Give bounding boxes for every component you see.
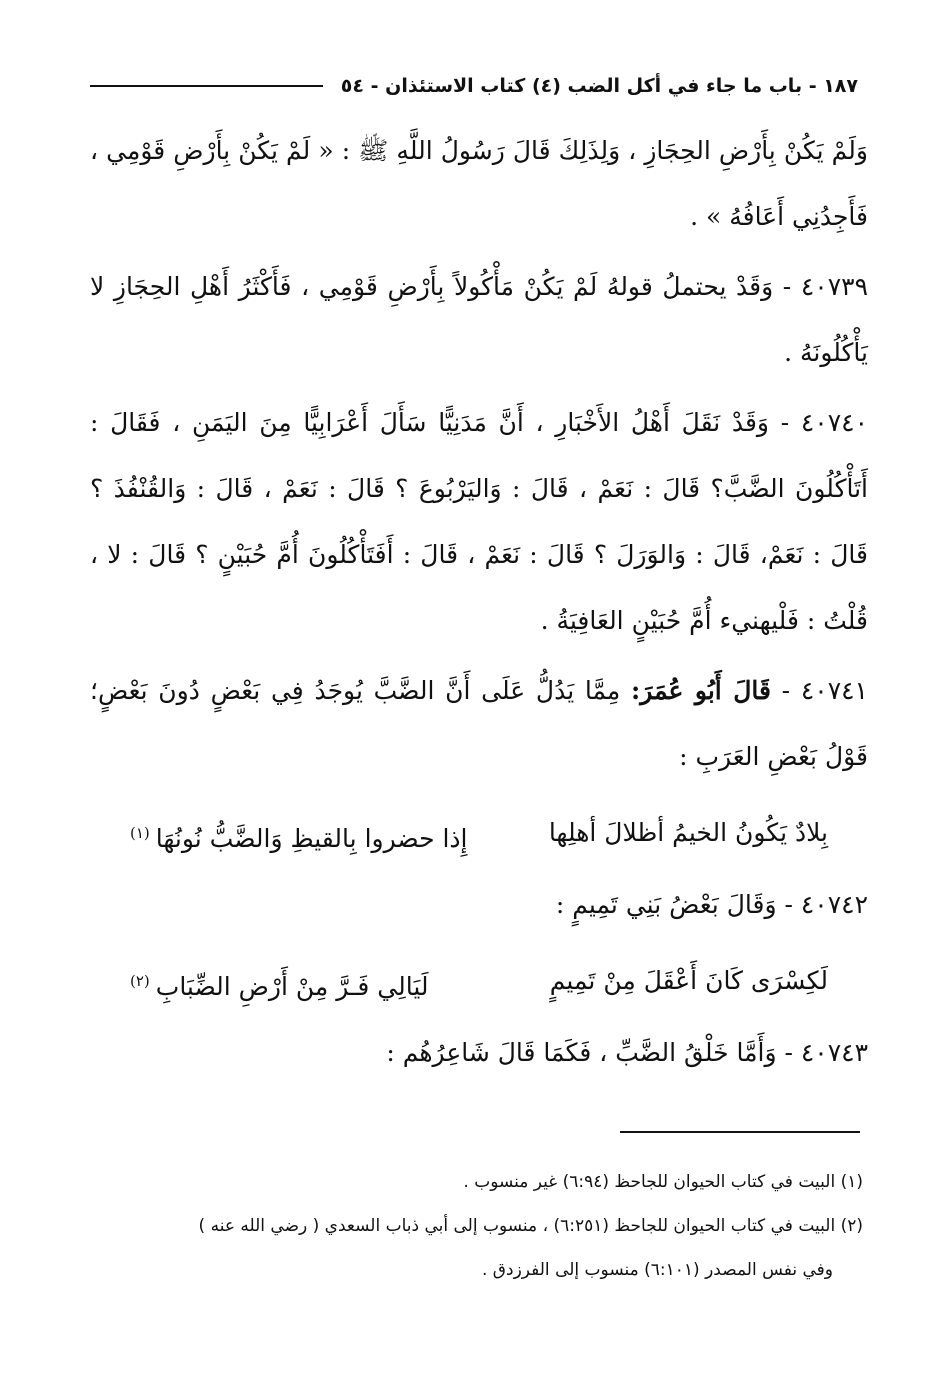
paragraph-40740: ٤٠٧٤٠ - وَقَدْ نَقَلَ أَهْلُ الأَخْبَارِ ، أَنَّ مَدَنِيًّا سَأَلَ أَعْرَابِيًّا مِنَ اليَمَنِ ، فَقَالَ : أَتَأْكُلُونَ الضَّبَّ؟ قَالَ : نَعَمْ ، قَالَ : وَاليَرْبُوعَ ؟ قَالَ : نَعَمْ ، قَالَ : وَالقُنْفُذَ ؟ قَالَ : نَعَمْ، قَالَ : وَالوَرَلَ ؟ قَالَ : نَعَمْ ، قَالَ : أَفَتَأْكُلُونَ أُمَّ حُبَيْنٍ ؟ قَالَ : لا ، قُلْتُ : فَلْيهنيء أُمَّ حُبَيْنٍ العَافِيَةُ . — [90, 408, 868, 635]
footnote-1: (١) البيت في كتاب الحيوان للجاحظ (٦:٩٤) غير منسوب . — [463, 1172, 863, 1192]
verse-1-first-hemistich: بِلادٌ يَكُونُ الخيمُ أظلالَ أهلِها — [548, 818, 828, 847]
paragraph-1: وَلَمْ يَكُنْ بِأَرْضِ الحِجَازِ ، وَلِذَلِكَ قَالَ رَسُولُ اللَّهِ ﷺ : « لَمْ يَكُنْ بِأَرْضِ قَوْمِي ، فَأَجِدُنِي أَعَافُهُ » . — [90, 136, 868, 231]
header-rule — [90, 85, 323, 87]
verse-2-second-text: لَيَالِي فَـرَّ مِنْ أَرْضِ الضِّبَابِ — [155, 972, 429, 1001]
footnote-marker-2: (٢) — [130, 972, 150, 990]
paragraph-40742: ٤٠٧٤٢ - وَقَالَ بَعْضُ بَنِي تَمِيمٍ : — [555, 890, 868, 919]
verse-2 — [90, 948, 868, 1020]
footnote-2-continuation: وفي نفس المصدر (٦:١٠١) منسوب إلى الفرزدق . — [482, 1260, 833, 1280]
main-text — [90, 118, 868, 1086]
footnote-2: (٢) البيت في كتاب الحيوان للجاحظ (٦:٢٥١) ، منسوب إلى أبي ذباب السعدي ( رضي الله عنه ) — [198, 1216, 863, 1236]
paragraph-40739: ٤٠٧٣٩ - وَقَدْ يحتملُ قولهُ لَمْ يَكُنْ مَأْكُولاً بِأَرْضِ قَوْمِي ، فَأَكْثَرُ أَهْلِ الحِجَازِ لا يَأْكُلُونَهُ . — [90, 272, 868, 367]
verse-1-second-hemistich — [130, 800, 468, 872]
paragraph-number: ٤٠٧٤١ - — [781, 676, 868, 705]
paragraph-40743: ٤٠٧٤٣ - وَأَمَّا خَلْقُ الضَّبِّ ، فَكَمَا قَالَ شَاعِرُهُم : — [386, 1038, 868, 1067]
verse-2-second-hemistich — [130, 948, 428, 1020]
paragraph-text: مِمَّا يَدُلُّ عَلَى أَنَّ الضَّبَّ يُوجَدُ فِي بَعْضٍ دُونَ بَعْضٍ؛ قَوْلُ بَعْضِ العَرَبِ : — [90, 676, 868, 771]
verse-2-first-hemistich: لَكِسْرَى كَانَ أَعْقَلَ مِنْ تَمِيمٍ — [549, 966, 828, 995]
speaker-name: قَالَ أَبُو عُمَرَ: — [631, 676, 771, 705]
paragraph-40741 — [90, 658, 868, 790]
page-header — [90, 66, 858, 106]
running-title: ١٨٧ - باب ما جاء في أكل الضب (٤) كتاب الاستئذان - ٥٤ — [340, 75, 858, 97]
footnotes — [90, 1160, 863, 1292]
footnote-marker-1: (١) — [130, 824, 150, 842]
verse-1 — [90, 800, 868, 872]
footnote-separator — [620, 1131, 860, 1133]
verse-1-second-text: إِذا حضروا بِالقيظِ وَالضَّبُّ نُونُهَا — [155, 824, 468, 853]
